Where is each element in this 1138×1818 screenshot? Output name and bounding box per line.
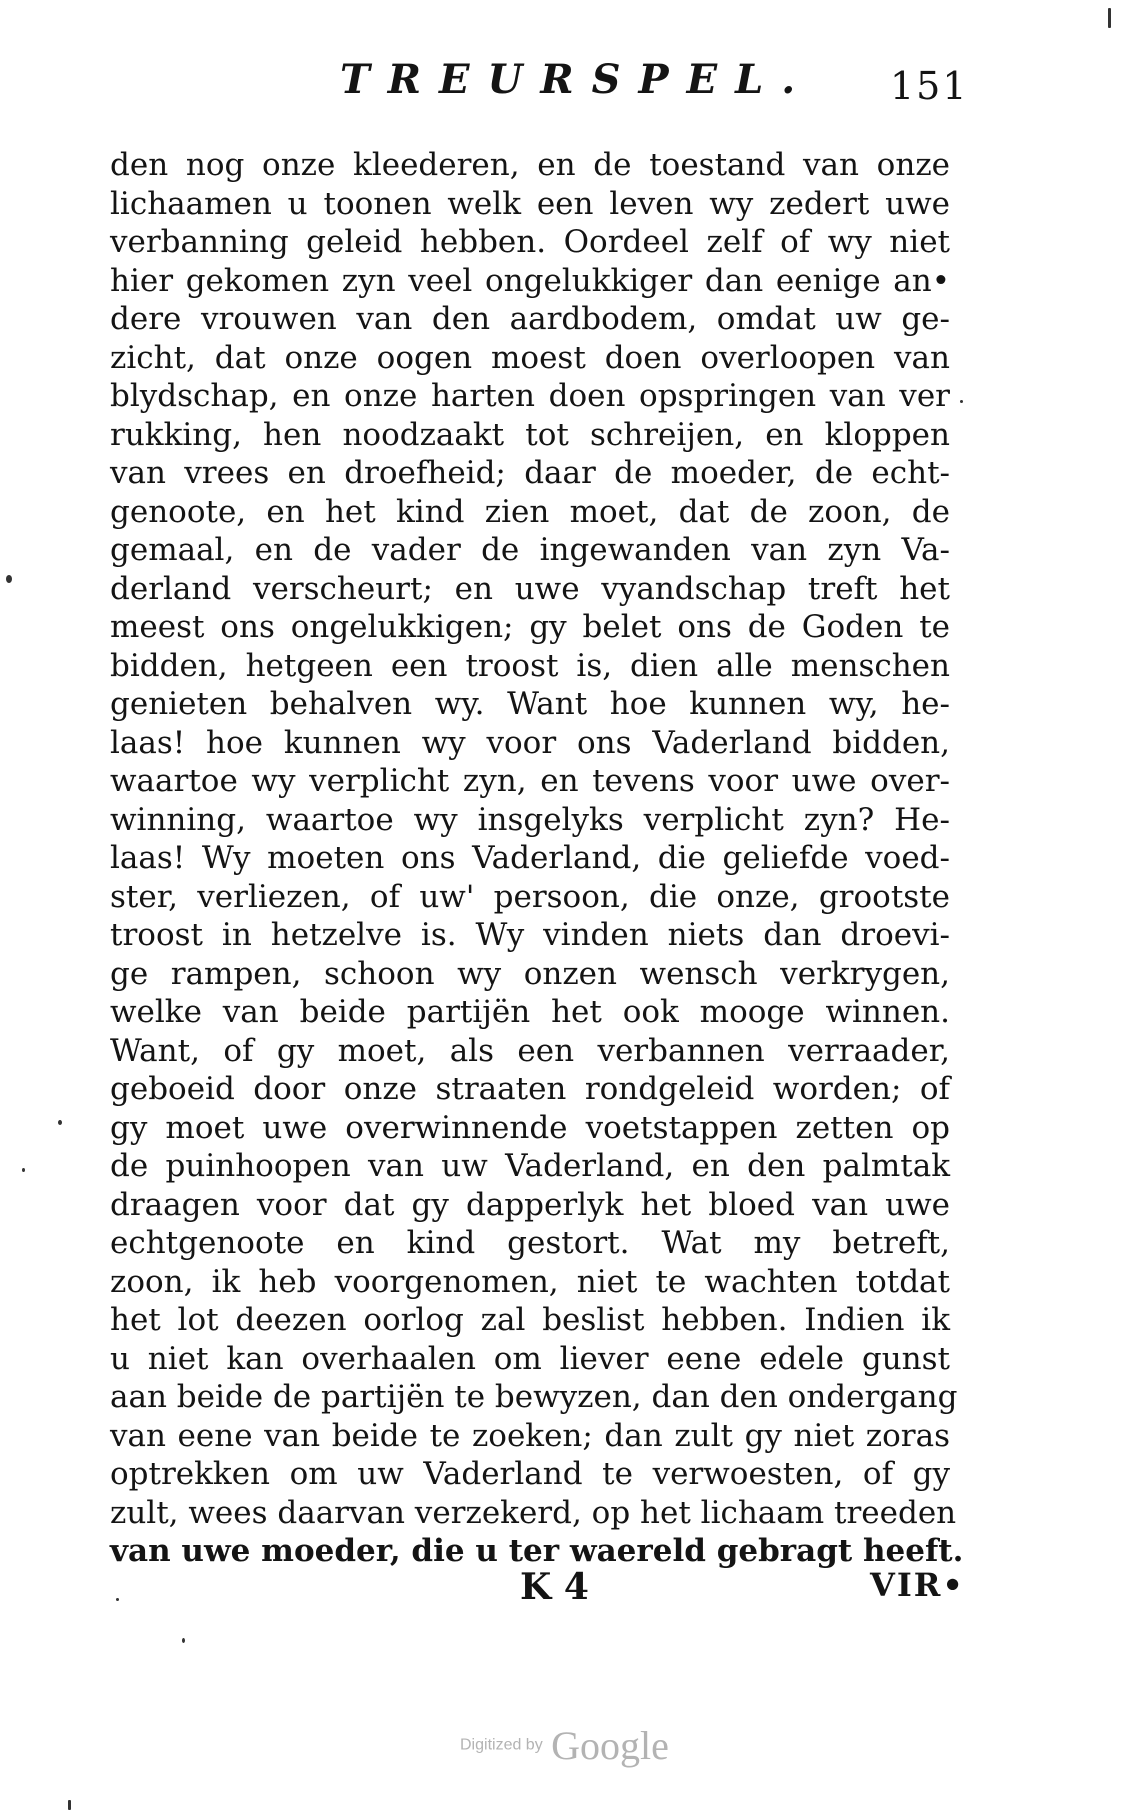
text-line: zult, wees daarvan verzekerd, op het lichaam treeden (110, 1494, 957, 1531)
text-line: zoon, ik heb voorgenomen, niet te wachten totdat (110, 1263, 950, 1300)
watermark-prefix: Digitized by (460, 1736, 543, 1754)
text-line: hier gekomen zyn veel ongelukkiger dan eenige an• (110, 262, 950, 299)
text-line: genieten behalven wy. Want hoe kunnen wy, he- (110, 686, 950, 722)
text-line: van uwe moeder, die u ter waereld gebragt heeft. (110, 1533, 964, 1569)
text-line: verbanning geleid hebben. Oordeel zelf of wy niet (110, 224, 950, 260)
body-text (110, 146, 964, 1571)
google-logo: Google (551, 1723, 669, 1768)
text-line: ster, verliezen, of uw' persoon, die onze, grootste (110, 878, 950, 915)
text-line: bidden, hetgeen een troost is, dien alle menschen (110, 647, 950, 684)
text-line: echtgenoote en kind gestort. Wat my betreft, (110, 1225, 950, 1261)
scan-speck (22, 1168, 25, 1172)
scan-speck (182, 1638, 185, 1643)
text-line: zicht, dat onze oogen moest doen overloopen van (110, 339, 950, 376)
text-line: gemaal, en de vader de ingewanden van zyn Va- (110, 532, 950, 568)
catchword: VIR• (870, 1566, 965, 1604)
text-line: blydschap, en onze harten doen opspringen van ver (110, 378, 950, 414)
text-line: genoote, en het kind zien moet, dat de zoon, de (110, 493, 950, 530)
scan-speck (68, 1800, 71, 1810)
text-line: het lot deezen oorlog zal beslist hebben. Indien ik (110, 1302, 950, 1338)
text-line: van vrees en droefheid; daar de moeder, de echt- (110, 455, 950, 491)
text-line: aan beide de partijën te bewyzen, dan den ondergang (110, 1379, 958, 1415)
text-line: lichaamen u toonen welk een leven wy zedert uwe (110, 185, 950, 222)
text-line: rukking, hen noodzaakt tot schreijen, en kloppen (110, 416, 950, 453)
text-line: meest ons ongelukkigen; gy belet ons de Goden te (110, 609, 950, 645)
text-line: laas! Wy moeten ons Vaderland, die geliefde voed- (110, 840, 950, 876)
digitized-watermark (460, 1722, 669, 1769)
scan-speck (6, 575, 12, 583)
page-number: 151 (890, 64, 969, 108)
text-line: van eene van beide te zoeken; dan zult gy niet zoras (110, 1417, 950, 1454)
text-line: Want, of gy moet, als een verbannen verraader, (110, 1032, 950, 1069)
text-line: den nog onze kleederen, en de toestand van onze (110, 147, 950, 183)
scan-speck (1108, 8, 1111, 28)
text-line: de puinhoopen van uw Vaderland, en den palmtak (110, 1148, 950, 1184)
text-line: draagen voor dat gy dapperlyk het bloed van uwe (110, 1186, 950, 1223)
text-line: welke van beide partijën het ook mooge winnen. (110, 994, 950, 1030)
text-line: waartoe wy verplicht zyn, en tevens voor uwe over- (110, 763, 950, 799)
text-line: laas! hoe kunnen wy voor ons Vaderland bidden, (110, 724, 950, 761)
text-line: u niet kan overhaalen om liever eene edele gunst (110, 1340, 950, 1377)
text-line: dere vrouwen van den aardbodem, omdat uw ge- (110, 301, 950, 337)
text-line: optrekken om uw Vaderland te verwoesten, of gy (110, 1456, 950, 1492)
text-line: geboeid door onze straaten rondgeleid worden; of (110, 1071, 950, 1107)
scan-speck (58, 1120, 62, 1125)
signature-mark: K 4 (520, 1566, 589, 1608)
text-line: gy moet uwe overwinnende voetstappen zetten op (110, 1109, 950, 1146)
text-line: winning, waartoe wy insgelyks verplicht zyn? He- (110, 801, 950, 838)
running-title: TREURSPEL. (340, 56, 814, 103)
scan-speck (960, 400, 963, 403)
text-line: derland verscheurt; en uwe vyandschap treft het (110, 570, 950, 607)
text-line: ge rampen, schoon wy onzen wensch verkrygen, (110, 955, 950, 992)
text-line: troost in hetzelve is. Wy vinden niets dan droevi- (110, 917, 950, 953)
scan-speck (116, 1598, 119, 1601)
